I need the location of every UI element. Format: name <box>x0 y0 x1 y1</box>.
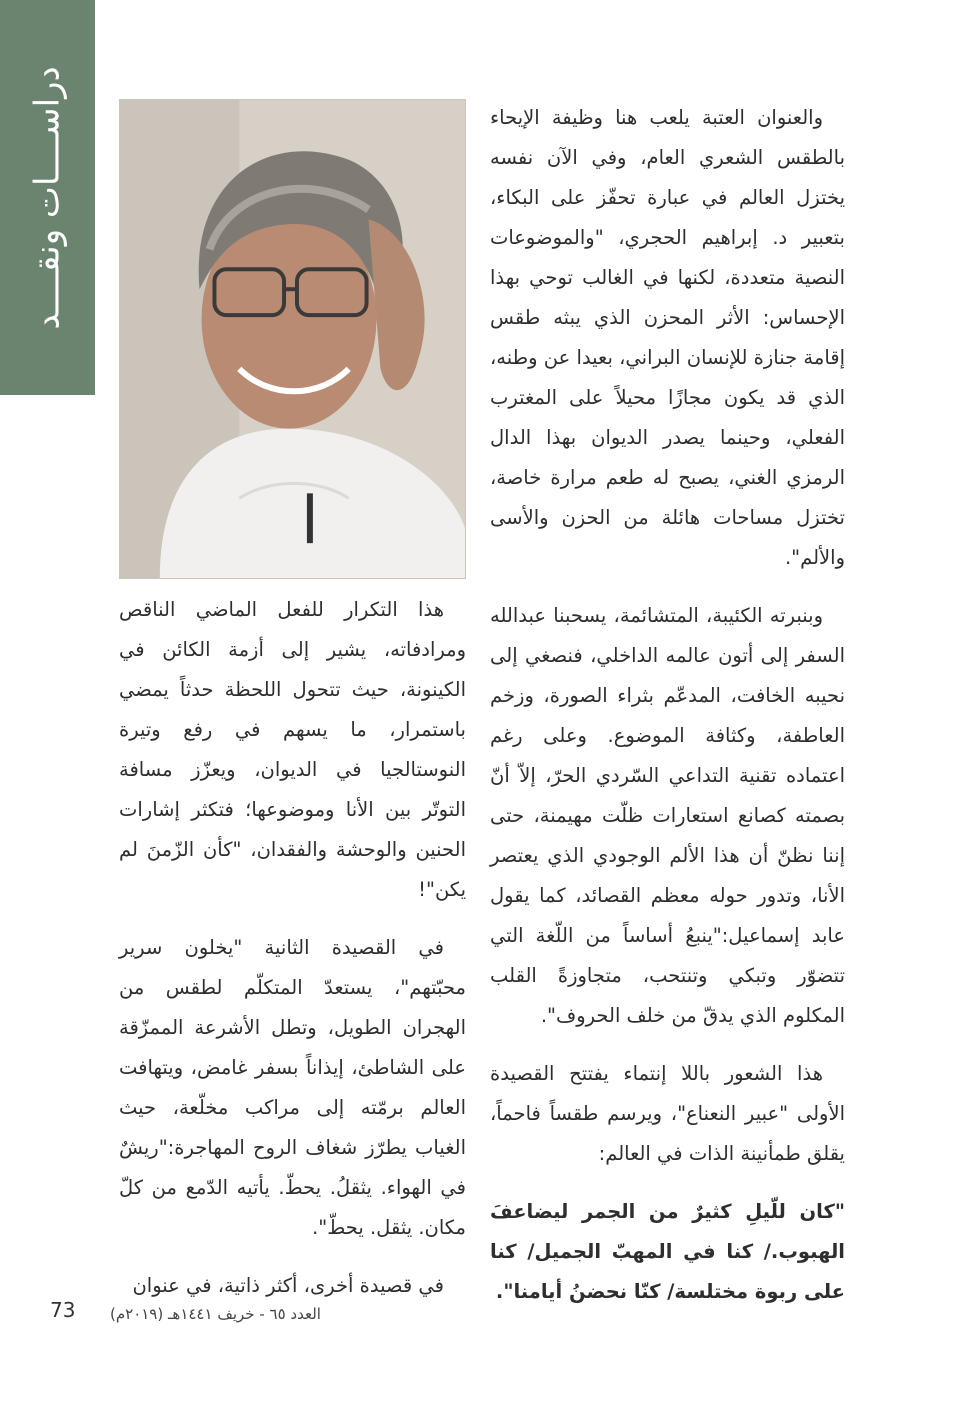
author-photo <box>119 99 466 579</box>
right-column <box>490 98 845 1330</box>
paragraph: هذا التكرار للفعل الماضي الناقص ومرادفاته، يشير إلى أزمة الكائن في الكينونة، حيث تتحول اللحظة حدثاً يمضي باستمرار، ما يسهم في رفع وتيرة النوستالجيا في الديوان، ويعزّز مسافة التوتّر بين الأنا وموضوعها؛ فتكثر إشارات الحنين والوحشة والفقدان، "كأن الزّمنَ لم يكن"! <box>119 598 466 901</box>
left-column <box>119 590 466 1324</box>
paragraph: والعنوان العتبة يلعب هنا وظيفة الإيحاء بالطقس الشعري العام، وفي الآن نفسه يختزل العالم في عبارة تحفّز على البكاء، بتعبير د. إبراهيم الحجري، "والموضوعات النصية متعددة، لكنها في الغالب توحي بهذا الإحساس: الأثر المحزن الذي يبثه طقس إقامة جنازة للإنسان البراني، بعيدا عن وطنه، الذي قد يكون مجازًا محيلاً على المغترب الفعلي، وحينما يصدر الديوان بهذا الدال الرمزي الغني، يصبح له طعم مرارة خاصة، تختزل مساحات هائلة من الحزن والأسى والألم". <box>490 106 845 569</box>
section-label-wrap <box>0 0 95 395</box>
paragraph: هذا الشعور باللا إنتماء يفتتح القصيدة الأولى "عبير النعناع"، ويرسم طقساً فاحماً، يقلق طمأنينة الذات في العالم: <box>490 1062 845 1165</box>
section-label: دراســــات ونقــــد <box>27 65 68 330</box>
portrait-photo-icon <box>120 100 465 578</box>
paragraph: في القصيدة الثانية "يخلون سرير محبّتهم"، يستعدّ المتكلّم لطقس من الهجران الطويل، وتطل الأشرعة الممزّقة على الشاطئ، إيذاناً بسفر غامض، ويتهافت العالم برمّته إلى مراكب مخلّعة، حيث الغياب يطرّز شغاف الروح المهاجرة:"ريشٌ في الهواء. يثقلُ. يحطّ. يأتيه الدّمع من كلّ مكان. يثقل. يحطّ". <box>119 936 466 1239</box>
page-number: 73 <box>50 1298 76 1322</box>
section-sidebar <box>0 0 95 395</box>
paragraph: وبنبرته الكئيبة، المتشائمة، يسحبنا عبدالله السفر إلى أتون عالمه الداخلي، فنصغي إلى نحيبه الخافت، المدعّم بثراء الصورة، وزخم العاطفة، وكثافة الموضوع. وعلى رغم اعتماده تقنية التداعي السّردي الحرّ، إلاّ أنّ بصمته كصانع استعارات ظلّت مهيمنة، حتى إننا نظنّ أن هذا الألم الوجودي الذي يعتصر الأنا، وتدور حوله معظم القصائد، كما يقول عابد إسماعيل:"ينبعُ أساساً من اللّغة التي تتضوّر وتبكي وتنتحب، متجاوزةً القلب المكلوم الذي يدقّ من خلف الحروف". <box>490 604 845 1027</box>
issue-info: العدد ٦٥ - خريف ١٤٤١هـ (٢٠١٩م) <box>110 1305 321 1323</box>
paragraph: في قصيدة أخرى، أكثر ذاتية، في عنوان <box>132 1274 444 1297</box>
poem-quote: "كان للّيلِ كثيرٌ من الجمر ليضاعفَ الهبوب./ كنا في المهبّ الجميل/ كنا على ربوة مختلسة/ كنّا نحضنُ أيامنا". <box>490 1200 845 1303</box>
